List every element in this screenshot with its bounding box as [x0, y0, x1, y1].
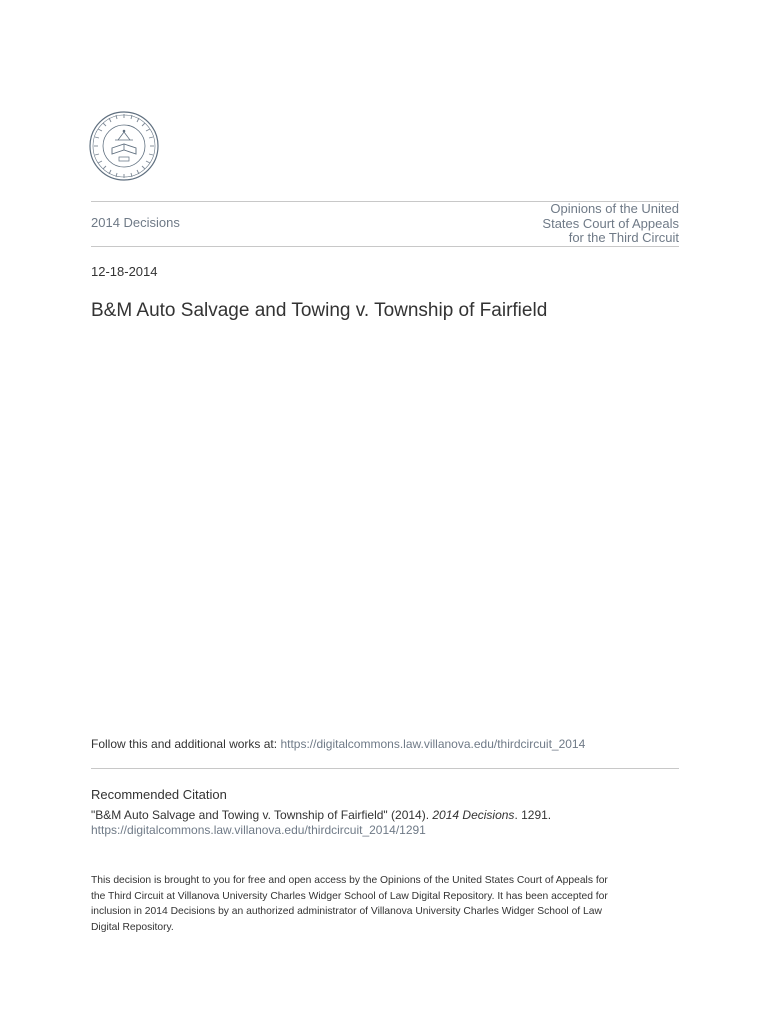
access-line-4: Digital Repository.	[91, 921, 174, 933]
follow-url-link[interactable]: https://digitalcommons.law.villanova.edu/thirdcircuit_2014	[280, 737, 586, 751]
collection-link[interactable]: 2014 Decisions	[91, 215, 180, 230]
series-line-2: States Court of Appeals	[542, 215, 679, 231]
header-bottom-rule	[91, 246, 679, 247]
access-notice	[91, 873, 679, 935]
follow-label: Follow this and additional works at:	[91, 737, 281, 751]
decision-date: 12-18-2014	[91, 264, 158, 279]
series-line-3: for the Third Circuit	[568, 230, 679, 245]
villanova-seal-icon	[88, 110, 160, 182]
citation-text	[91, 807, 551, 823]
citation-divider	[91, 768, 679, 769]
access-line-2: the Third Circuit at Villanova University Charles Widger School of Law Digital Repository. It has been accepted for	[91, 890, 608, 902]
citation-heading: Recommended Citation	[91, 787, 227, 802]
access-line-3: inclusion in 2014 Decisions by an authorized administrator of Villanova University Charles Widger School of Law	[91, 906, 602, 917]
document-title: B&M Auto Salvage and Towing v. Township of Fairfield	[91, 300, 548, 321]
citation-url-link[interactable]: https://digitalcommons.law.villanova.edu/thirdcircuit_2014/1291	[91, 823, 426, 837]
series-link[interactable]	[459, 202, 679, 246]
follow-line	[91, 737, 585, 751]
citation-text-plain: "B&M Auto Salvage and Towing v. Township of Fairfield" (2014).	[91, 808, 433, 822]
citation-text-italic: 2014 Decisions	[432, 808, 515, 822]
series-line-1: Opinions of the United	[550, 201, 679, 216]
citation-text-end: . 1291.	[514, 808, 552, 822]
access-line-1: This decision is brought to you for free and open access by the Opinions of the United States Court of Appeals for	[91, 875, 608, 886]
